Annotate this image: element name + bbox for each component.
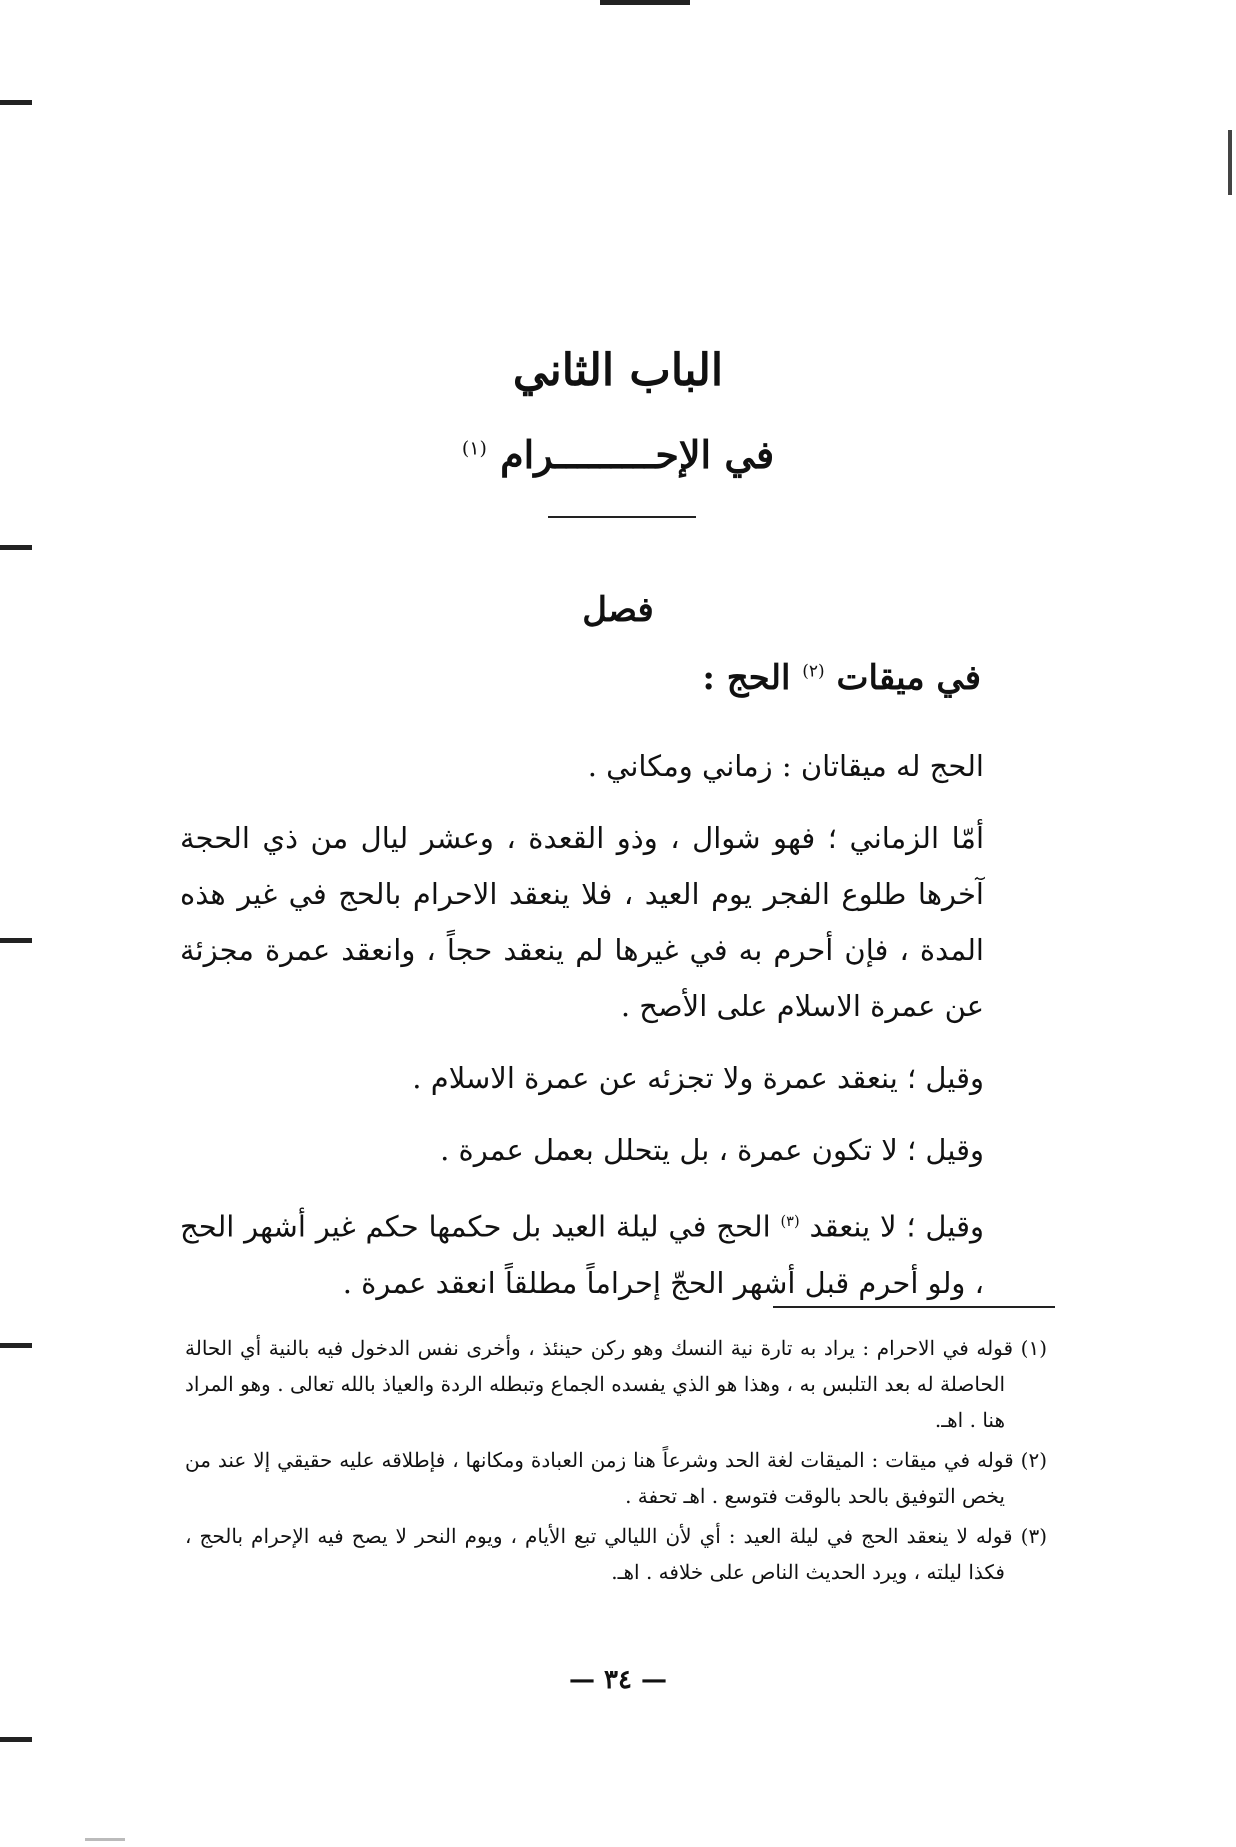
scan-top-rule	[600, 0, 690, 5]
scan-edge-mark	[0, 545, 32, 550]
footnote: (١) قوله في الاحرام : يراد به تارة نية النسك وهو ركن حينئذ ، وأخرى نفس الدخول فيه بالنية أي الحالة الحاصلة له بعد التلبس به ، وهذا هو الذي يفسده الجماع وتبطله الردة والعياذ بالله تعالى . وهو المراد هنا . اهـ.	[185, 1336, 1047, 1432]
body-text	[180, 738, 1038, 1327]
paragraph: وقيل ؛ لا تكون عمرة ، بل يتحلل بعمل عمرة .	[440, 1133, 984, 1167]
title-divider	[548, 516, 696, 518]
page-number: — ٣٤ —	[568, 1665, 668, 1695]
footnote-ref-2: (٢)	[802, 661, 825, 682]
section-heading-text: في ميقات	[836, 658, 981, 698]
scan-edge-mark	[0, 100, 32, 105]
footnote-ref-3: (٣)	[780, 1214, 800, 1230]
scan-edge-mark	[0, 938, 32, 943]
paragraph: الحج له ميقاتان : زماني ومكاني .	[587, 749, 984, 783]
scan-right-mark	[1228, 130, 1232, 195]
scan-smudge	[85, 1838, 125, 1841]
scan-edge-mark	[0, 1343, 32, 1348]
paragraph: أمّا الزماني ؛ فهو شوال ، وذو القعدة ، وعشر ليال من ذي الحجة آخرها طلوع الفجر يوم العيد ، فلا ينعقد الاحرام بالحج في غير هذه المدة ، فإن أحرم به في غيرها لم ينعقد حجاً ، وانعقد عمرة مجزئة عن عمرة الاسلام على الأصح .	[180, 821, 984, 1023]
paragraph: وقيل ؛ ينعقد عمرة ولا تجزئه عن عمرة الاسلام .	[412, 1061, 984, 1095]
paragraph-text: وقيل ؛ لا ينعقد	[809, 1209, 985, 1244]
chapter-subtitle	[0, 432, 1236, 477]
section-label: فصل	[582, 590, 654, 630]
footnote-ref-1: (١)	[461, 437, 487, 460]
scan-edge-mark	[0, 1737, 32, 1742]
section-heading	[702, 658, 981, 698]
section-heading-tail: الحج :	[702, 658, 791, 698]
paragraph-text: الحج في ليلة العيد بل حكمها حكم غير أشهر الحج ، ولو أحرم قبل أشهر الحجّ إحراماً مطلقاً انعقد عمرة .	[180, 1209, 984, 1300]
chapter-title: الباب الثاني	[512, 345, 724, 396]
footnote: (٢) قوله في ميقات : الميقات لغة الحد وشرعاً هنا زمن العبادة ومكانها ، فإطلاقه عليه حقيقي إلا عند من يخص التوفيق بالحد بالوقت فتوسع . اهـ تحفة .	[185, 1448, 1047, 1508]
footnote: (٣) قوله لا ينعقد الحج في ليلة العيد : أي لأن الليالي تبع الأيام ، ويوم النحر لا يصح فيه الإحرام بالحج ، فكذا ليلته ، ويرد الحديث الناص على خلافه . اهـ.	[185, 1524, 1047, 1584]
chapter-subtitle-text: في الإحـــــــــرام	[500, 432, 775, 477]
paragraph	[180, 1194, 1038, 1311]
footnote-divider	[773, 1306, 1055, 1308]
footnotes	[185, 1330, 1047, 1594]
